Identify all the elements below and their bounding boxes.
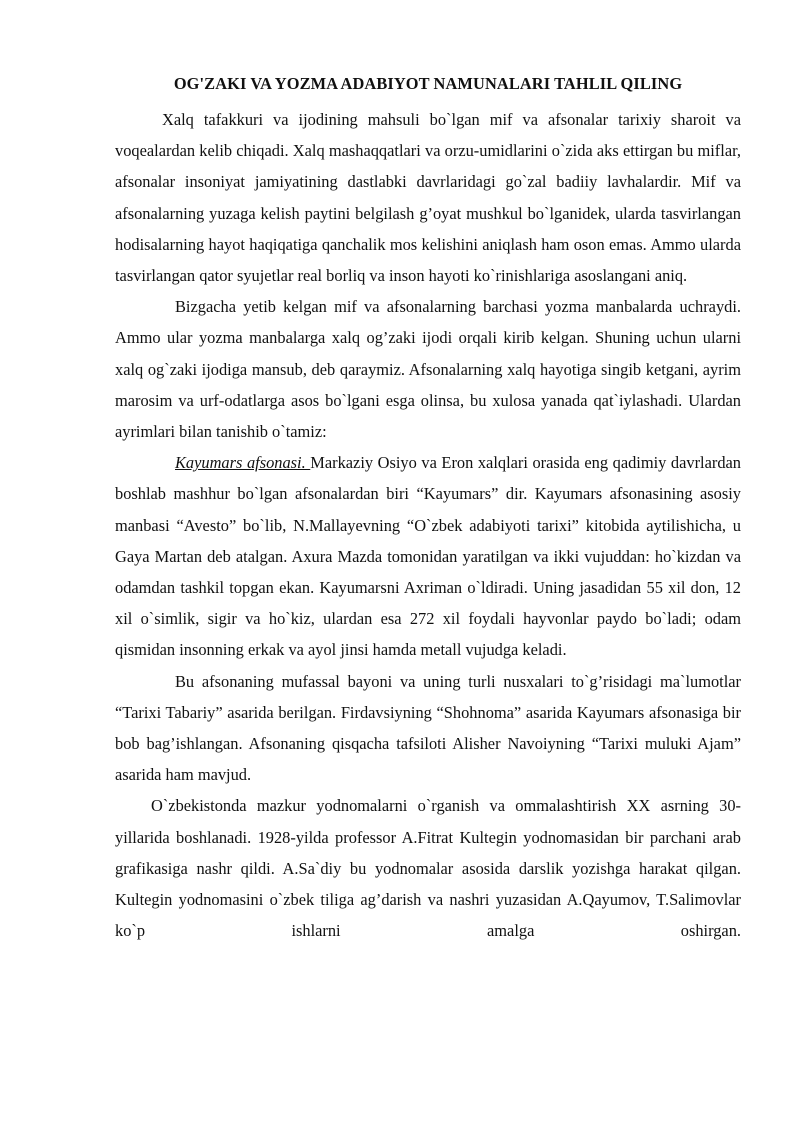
kayumars-heading: Kayumars afsonasi.	[175, 453, 311, 473]
paragraph-uzbekistan-study: O`zbekistonda mazkur yodnomalarni o`rganish va ommalashtirish XX asrning 30-yillarida boshlanadi. 1928-yilda professor A.Fitrat Kultegin yodnomasidan bir parchani arab grafikasiga nashr qildi. A.Sa`diy bu yodnomalar asosida darslik yozishga harakat qilgan. Kultegin yodnomasini o`zbek tiliga ag’darish va nashri yuzasidan A.Qayumov, T.Salimovlar ko`p ishlarni amalga oshirgan.	[115, 796, 741, 941]
paragraph-kayumars	[115, 447, 741, 665]
paragraph-myths-origin: Xalq tafakkuri va ijodining mahsuli bo`lgan mif va afsonalar tarixiy sharoit va voqealardan kelib chiqadi. Xalq mashaqqatlari va orzu-umidlarini o`zida aks ettirgan bu miflar, afsonalar insoniyat jamiyatining dastlabki davrlaridagi go`zal badiiy lavhalardir. Mif va afsonalarning yuzaga kelish paytini belgilash g’oyat mushkul bo`lganidek, ularda tasvirlangan hodisalarning hayot haqiqatiga qanchalik mos kelishini aniqlash ham oson emas. Ammo ularda tasvirlangan qator syujetlar real borliq va inson hayoti ko`rinishlariga asoslangani aniq.	[115, 110, 741, 286]
document-title: OG'ZAKI VA YOZMA ADABIYOT NAMUNALARI TAHLIL QILING	[173, 74, 683, 93]
kayumars-text: Markaziy Osiyo va Eron xalqlari orasida eng qadimiy davrlardan boshlab mashhur bo`lgan afsonalardan biri “Kayumars” dir. Kayumars afsonasining asosiy manbasi “Avesto” bo`lib, N.Mallayevning “O`zbek adabiyoti tarixi” kitobida aytilishicha, u Gaya Martan deb atalgan. Axura Mazda tomonidan yaratilgan va ikki vujuddan: ho`kizdan va odamdan tashkil topgan ekan. Kayumarsni Axriman o`ldiradi. Uning jasadidan 55 xil don, 12 xil o`simlik, sigir va ho`kiz, ulardan esa 272 xil foydali hayvonlar paydo bo`ladi; odam qismidan insonning erkak va ayol jinsi hamda metall vujudga keladi.	[115, 453, 741, 660]
document-page	[115, 72, 741, 946]
paragraph-kayumars-sources: Bu afsonaning mufassal bayoni va uning turli nusxalari to`g’risidagi ma`lumotlar “Tarixi Tabariy” asarida berilgan. Firdavsiyning “Shohnoma” asarida Kayumars afsonasiga bir bob bag’ishlangan. Afsonaning qisqacha tafsiloti Alisher Navoiyning “Tarixi muluki Ajam” asarida ham mavjud.	[115, 671, 741, 785]
paragraph-written-sources: Bizgacha yetib kelgan mif va afsonalarning barchasi yozma manbalarda uchraydi. Ammo ular yozma manbalarga xalq og’zaki ijodi orqali kirib kelgan. Shuning uchun ularni xalq og`zaki ijodiga mansub, deb qaraymiz. Afsonalarning xalq hayotiga singib ketgani, ayrim marosim va urf-odatlarga asos bo`lgani esga olinsa, bu xulosa yanada qat`iylashadi. Ulardan ayrimlari bilan tanishib o`tamiz:	[115, 297, 741, 442]
